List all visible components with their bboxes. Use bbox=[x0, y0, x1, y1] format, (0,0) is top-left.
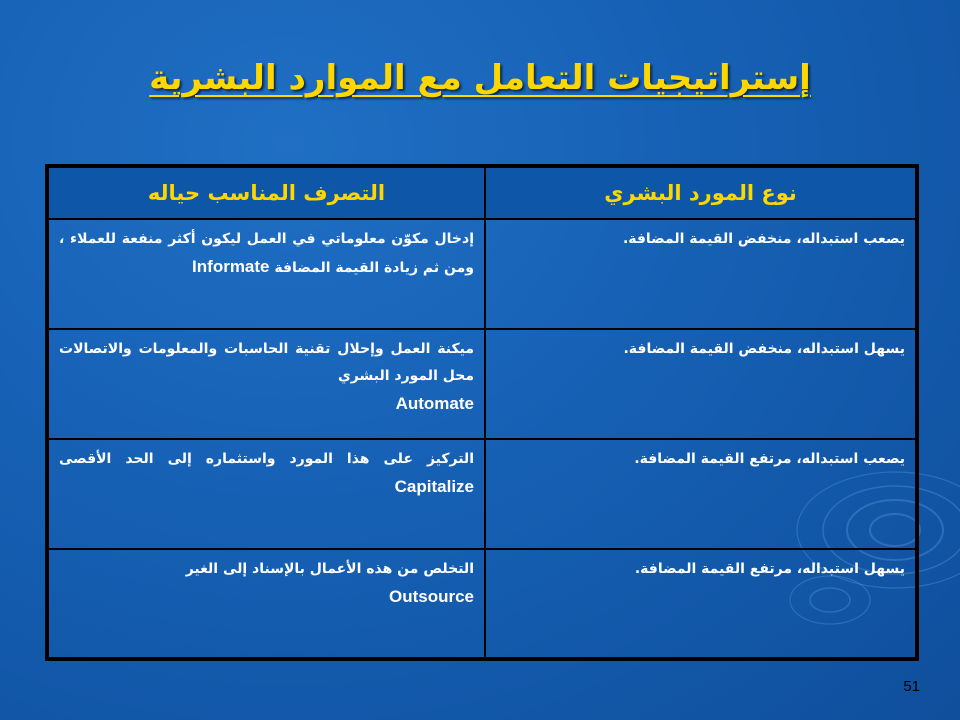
action-text: ميكنة العمل وإحلال تقنية الحاسبات والمعلومات والاتصالات محل المورد البشري bbox=[59, 341, 474, 384]
table-header-row bbox=[47, 166, 917, 219]
cell-action bbox=[47, 219, 485, 329]
cell-resource-type: يصعب استبداله، مرتفع القيمة المضافة. bbox=[485, 439, 917, 549]
table-row bbox=[47, 439, 917, 549]
strategy-term: Capitalize bbox=[394, 477, 474, 496]
table-row bbox=[47, 329, 917, 439]
cell-resource-type: يصعب استبداله، منخفض القيمة المضافة. bbox=[485, 219, 917, 329]
action-text: إدخال مكوّن معلوماتي في العمل ليكون أكثر منفعة للعملاء ، ومن ثم زيادة القيمة المضافة bbox=[59, 231, 474, 276]
action-text: التخلص من هذه الأعمال بالإسناد إلى الغير bbox=[185, 561, 474, 577]
page-number: 51 bbox=[903, 678, 920, 695]
cell-action bbox=[47, 439, 485, 549]
table-row bbox=[47, 549, 917, 659]
table-row bbox=[47, 219, 917, 329]
strategy-term: Outsource bbox=[388, 587, 474, 606]
cell-resource-type: يسهل استبداله، منخفض القيمة المضافة. bbox=[485, 329, 917, 439]
hr-strategies-table bbox=[45, 164, 919, 661]
strategy-term: Informate bbox=[192, 257, 270, 276]
header-action: التصرف المناسب حياله bbox=[47, 166, 485, 219]
strategy-term: Automate bbox=[395, 394, 474, 413]
cell-action bbox=[47, 549, 485, 659]
action-text: التركيز على هذا المورد واستثماره إلى الحد الأقصى bbox=[59, 451, 474, 467]
header-resource-type: نوع المورد البشري bbox=[485, 166, 917, 219]
cell-resource-type: يسهل استبداله، مرتفع القيمة المضافة. bbox=[485, 549, 917, 659]
slide-title: إستراتيجيات التعامل مع الموارد البشرية bbox=[149, 58, 811, 98]
cell-action bbox=[47, 329, 485, 439]
